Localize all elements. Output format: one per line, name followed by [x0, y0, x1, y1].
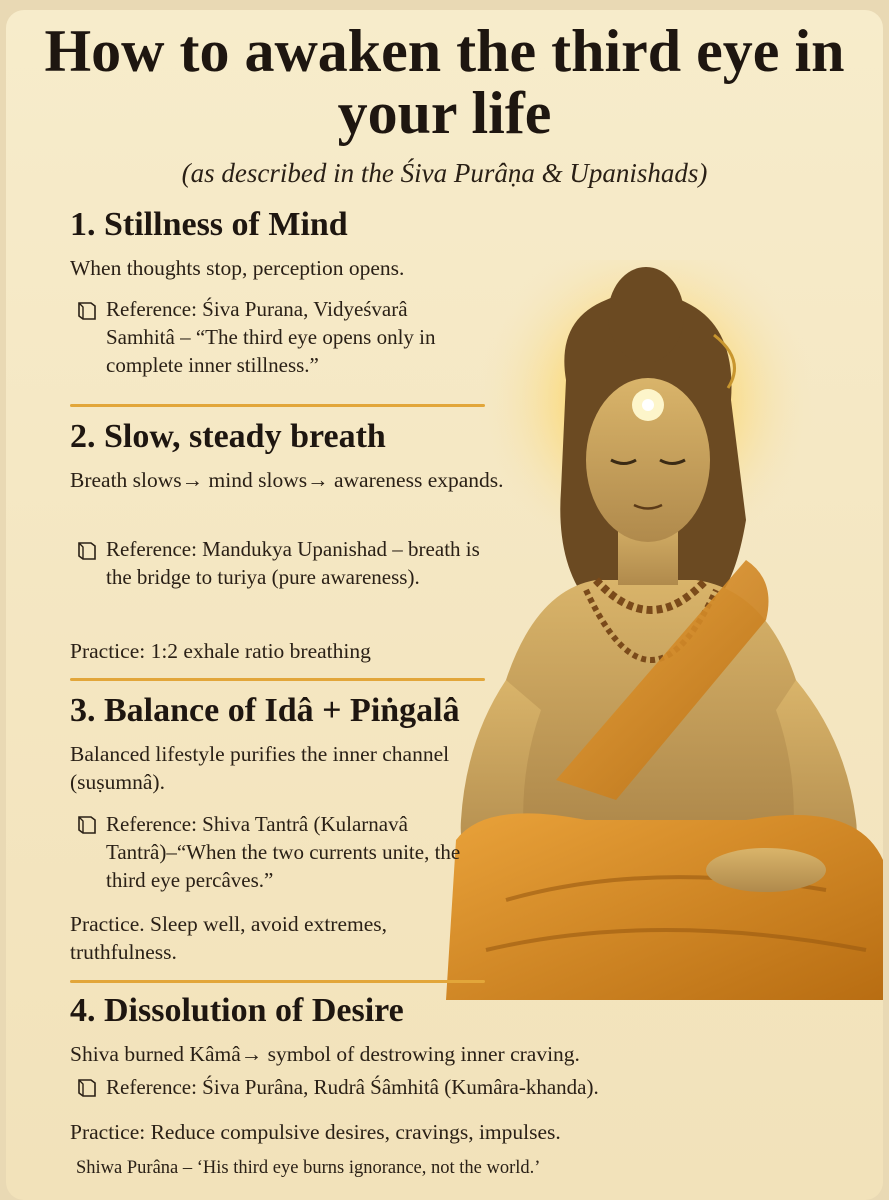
meditating-shiva-illustration — [446, 260, 883, 1000]
section-text: Balanced lifestyle purifies the inner channel (suṣumnâ). — [70, 742, 450, 794]
section-reference: Reference: Shiva Tantrâ (Kularnavâ Tantrâ)–“When the two currents unite, the third eye percâves.” — [106, 812, 461, 892]
section-practice: Practice. Sleep well, avoid extremes, truthfulness. — [70, 912, 388, 964]
page-subtitle: (as described in the Śiva Purâṇa & Upanishads) — [181, 158, 708, 188]
section-reference: Reference: Śiva Purâna, Rudrâ Śâmhitâ (Kumâra-khanda). — [106, 1075, 599, 1099]
section-text: Shiva burned Kâmâ→ symbol of destrowing inner craving. — [70, 1042, 580, 1066]
poster-card — [6, 10, 883, 1200]
section-text: When thoughts stop, perception opens. — [70, 256, 405, 280]
divider — [70, 404, 485, 407]
section-reference: Reference: Śiva Purana, Vidyeśvarâ Samhitâ – “The third eye opens only in complete inner stillness.” — [106, 297, 436, 377]
section-title: 2. Slow, steady breath — [70, 418, 386, 455]
divider — [70, 980, 485, 983]
section-title: 4. Dissolution of Desire — [70, 992, 404, 1029]
closing-quote: Shiwa Purâna – ‘His third eye burns ignorance, not the world.’ — [76, 1158, 541, 1178]
book-icon — [76, 1077, 98, 1099]
book-icon — [76, 814, 98, 836]
divider — [70, 678, 485, 681]
book-icon — [76, 300, 98, 322]
section-title: 3. Balance of Idâ + Piṅgalâ — [70, 692, 460, 729]
book-icon — [76, 540, 98, 562]
section-reference: Reference: Mandukya Upanishad – breath is the bridge to turiya (pure awareness). — [106, 537, 480, 589]
page-title: How to awaken the third eye in your life — [44, 18, 845, 146]
section-practice: Practice: 1:2 exhale ratio breathing — [70, 639, 371, 663]
section-practice: Practice: Reduce compulsive desires, cravings, impulses. — [70, 1120, 561, 1144]
section-title: 1. Stillness of Mind — [70, 206, 348, 243]
section-text: Breath slows→ mind slows→ awareness expands. — [70, 468, 504, 492]
